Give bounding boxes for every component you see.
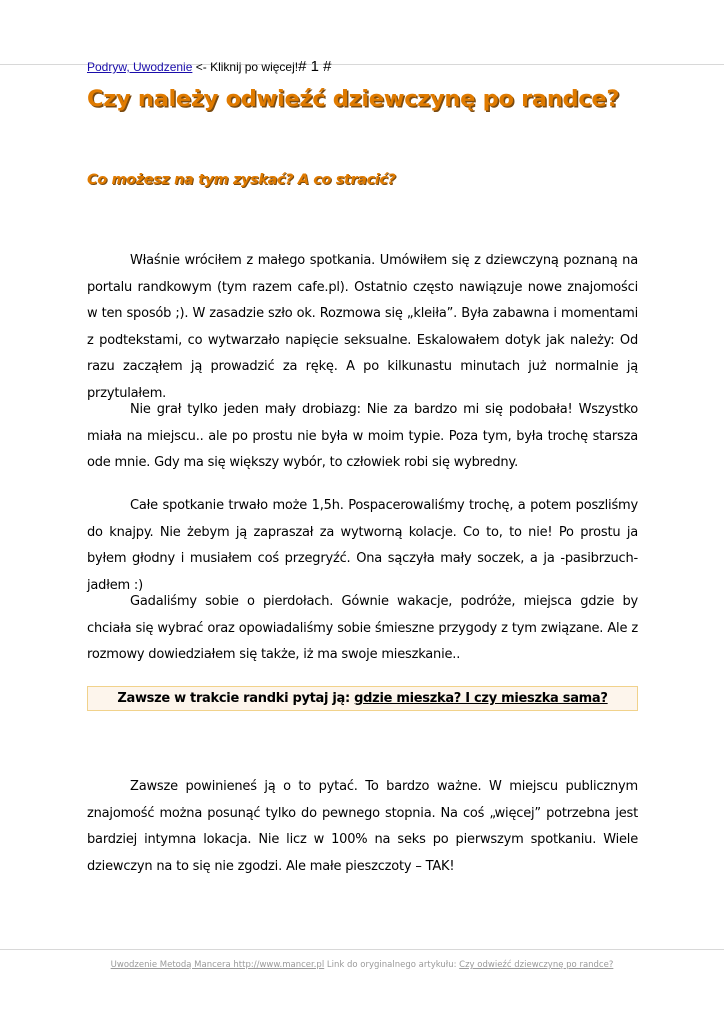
- page-footer: [0, 960, 724, 970]
- paragraph: Gadaliśmy sobie o pierdołach. Gównie wakacje, podróże, miejsca gdzie by chciała się wybrać oraz opowiadaliśmy sobie śmieszne przygody z tym związane. Ale z rozmowy dowiedziałem się także, iż ma swoje mieszkanie..: [87, 594, 638, 662]
- paragraph: Całe spotkanie trwało może 1,5h. Pospacerowaliśmy trochę, a potem poszliśmy do knajpy. Nie żebym ją zapraszał za wytworną kolacje. Co to, to nie! Po prostu ja byłem głodny i musiałem coś przegryźć. Ona sączyła mały soczek, a ja -pasibrzuch- jadłem :): [87, 498, 638, 593]
- footer-text: Link do oryginalnego artykułu:: [324, 960, 460, 970]
- tip-callout: [87, 686, 638, 711]
- header-bar: [87, 58, 331, 75]
- original-article-link[interactable]: Czy odwieźć dziewczynę po randce?: [459, 960, 614, 970]
- tip-question-text: gdzie mieszka? I czy mieszka sama?: [354, 691, 608, 706]
- click-more-text: <- Kliknij po więcej!: [192, 60, 299, 74]
- paragraph: Zawsze powinieneś ją o to pytać. To bardzo ważne. W miejscu publicznym znajomość można posunąć tylko do pewnego stopnia. Na coś „więcej” potrzebna jest bardziej intymna lokacja. Nie licz w 100% na seks po pierwszym spotkaniu. Wiele dziewczyn na to się nie zgodzi. Ale małe pieszczoty – TAK!: [87, 779, 638, 874]
- paragraph: Nie grał tylko jeden mały drobiazg: Nie za bardzo mi się podobała! Wszystko miała na miejscu.. ale po prostu nie była w moim typie. Poza tym, była trochę starsza ode mnie. Gdy ma się większy wybór, to człowiek robi się wybredny.: [87, 402, 638, 470]
- article-subtitle: Co możesz na tym zyskać? A co stracić?: [87, 172, 396, 188]
- bottom-divider: [0, 949, 724, 950]
- site-link[interactable]: Uwodzenie Metodą Mancera http://www.mancer.pl: [110, 960, 325, 970]
- page-number: # 1 #: [298, 58, 332, 75]
- tip-lead-text: Zawsze w trakcie randki pytaj ją:: [117, 691, 355, 706]
- paragraph: Właśnie wróciłem z małego spotkania. Umówiłem się z dziewczyną poznaną na portalu randkowym (tym razem cafe.pl). Ostatnio często nawiązuje nowe znajomości w ten sposób ;). W zasadzie szło ok. Rozmowa się „kleiła”. Była zabawna i momentami z podtekstami, co wytwarzało napięcie seksualne. Eskalowałem dotyk jak należy: Od razu zacząłem ją prowadzić za rękę. A po kilkunastu minutach już normalnie ją przytulałem.: [87, 253, 638, 401]
- article-title: Czy należy odwieźć dziewczynę po randce?: [87, 86, 620, 112]
- category-link[interactable]: Podryw, Uwodzenie: [87, 60, 193, 74]
